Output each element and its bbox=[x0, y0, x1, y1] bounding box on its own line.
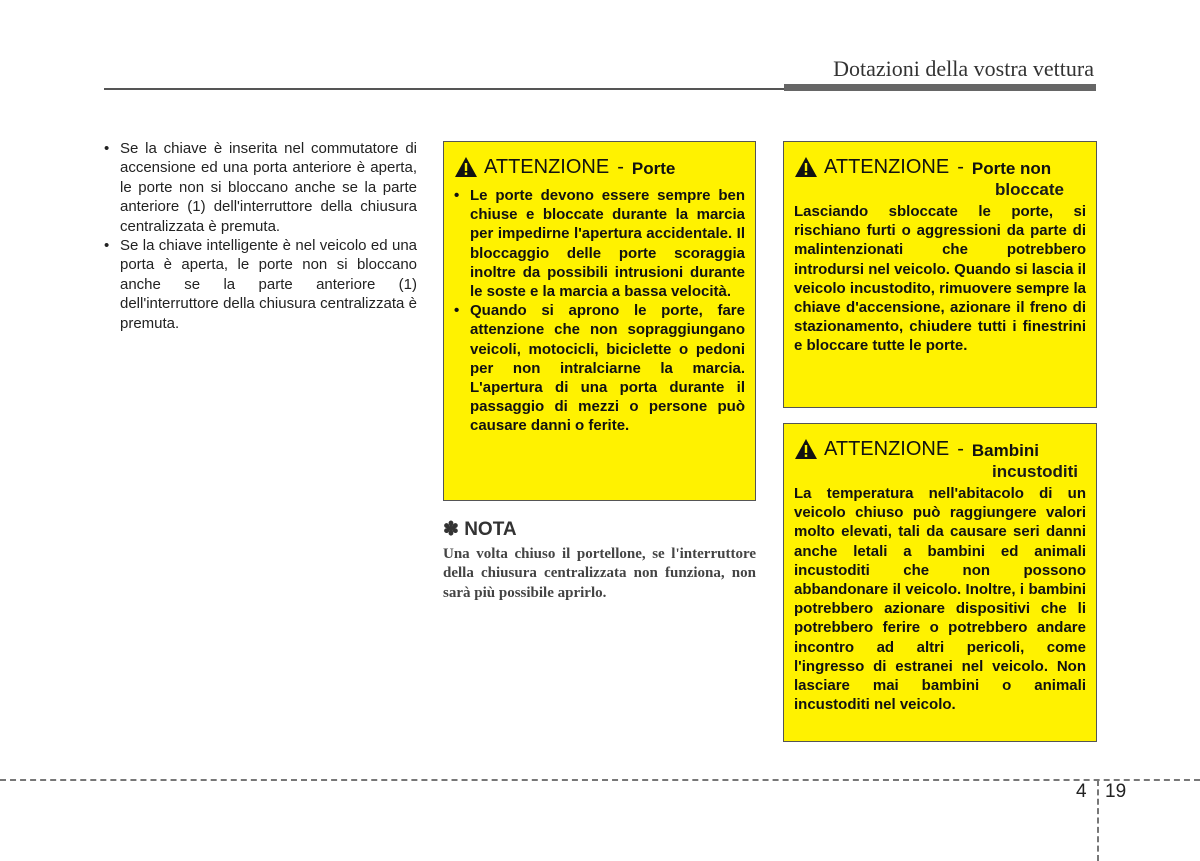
page-header-title: Dotazioni della vostra vettura bbox=[833, 56, 1094, 81]
warning-body bbox=[454, 186, 745, 436]
list-item: • Se la chiave intelligente è nel veicolo ed una porta è aperta, le porte non si bloccano anche se la parte anteriore (1) dell'interruttore della chiusura centralizzata è premuta. bbox=[104, 236, 417, 333]
list-item: • Quando si aprono le porte, fare attenzione che non sopraggiungano veicoli, motocicli, biciclette o pedoni per non intralciarne la marcia. L'apertura di una porta durante il passaggio di mezzi o persone può causare danni o ferite. bbox=[454, 301, 745, 435]
page-number: 19 bbox=[1105, 781, 1127, 802]
warning-triangle-icon bbox=[794, 156, 818, 178]
warning-label: ATTENZIONE bbox=[824, 438, 950, 460]
note-star-icon: ✽ bbox=[443, 519, 459, 540]
chapter-number: 4 bbox=[1076, 781, 1087, 802]
note-heading bbox=[443, 518, 756, 541]
warning-separator: - bbox=[957, 438, 964, 460]
warning-separator: - bbox=[957, 156, 964, 178]
note-text: Una volta chiuso il portellone, se l'interruttore della chiusura centralizzata non funziona, non sarà più possibile aprirlo. bbox=[443, 546, 756, 601]
warning-label: ATTENZIONE bbox=[824, 156, 950, 178]
page-number-divider bbox=[1097, 780, 1099, 861]
warning-topic: Bambini bbox=[971, 441, 1039, 460]
warning-title bbox=[794, 438, 1086, 462]
warning-topic-continued: bloccate bbox=[995, 180, 1064, 199]
warning-triangle-icon bbox=[454, 156, 478, 178]
note-title: NOTA bbox=[464, 519, 517, 540]
warning-body: La temperatura nell'abitacolo di un veicolo chiuso può raggiungere valori molto elevati, tali da causare seri danni anche letali a bambini ed animali incustoditi che non possono abbandonare il veicolo. Inoltre, i bambini potrebbero azionare dispositivi che li potrebbero ferire o potrebbero andare incontro ad altri pericoli, come l'ingresso di estranei nel veicolo. Non lasciare mai bambini o animali incustoditi nel veicolo. bbox=[794, 485, 1086, 714]
warning-box-doors bbox=[443, 141, 756, 501]
warning-label: ATTENZIONE bbox=[484, 156, 610, 178]
warning-topic: Porte bbox=[631, 159, 676, 178]
warning-topic: Porte non bbox=[971, 159, 1052, 178]
footer-divider bbox=[0, 779, 1200, 781]
warning-triangle-icon bbox=[794, 438, 818, 460]
note-section bbox=[443, 518, 756, 603]
warning-box-children bbox=[783, 423, 1097, 742]
left-column bbox=[104, 139, 417, 333]
list-item: • Le porte devono essere sempre ben chiuse e bloccate durante la marcia per impedirne l'apertura accidentale. Il bloccaggio delle porte scoraggia inoltre da possibili intrusioni durante le soste e la marcia a bassa velocità. bbox=[454, 186, 745, 301]
warning-separator: - bbox=[617, 156, 624, 178]
warning-box-unlocked-doors bbox=[783, 141, 1097, 408]
warning-title bbox=[454, 156, 745, 180]
list-item: • Se la chiave è inserita nel commutatore di accensione ed una porta anteriore è aperta, le porte non si bloccano anche se la parte anteriore (1) dell'interruttore della chiusura centralizzata è premuta. bbox=[104, 139, 417, 236]
header-rule bbox=[104, 88, 790, 90]
header-rule-accent bbox=[784, 84, 1096, 91]
warning-topic-continued: incustoditi bbox=[992, 462, 1078, 481]
warning-title bbox=[794, 156, 1086, 180]
warning-body: Lasciando sbloccate le porte, si rischiano furti o aggressioni da parte di malintenzionati che potrebbero introdursi nel veicolo. Quando si lascia il veicolo incustodito, rimuovere sempre la chiave d'accensione, azionare il freno di stazionamento, chiudere tutti i finestrini e bloccare tutte le porte. bbox=[794, 203, 1086, 355]
